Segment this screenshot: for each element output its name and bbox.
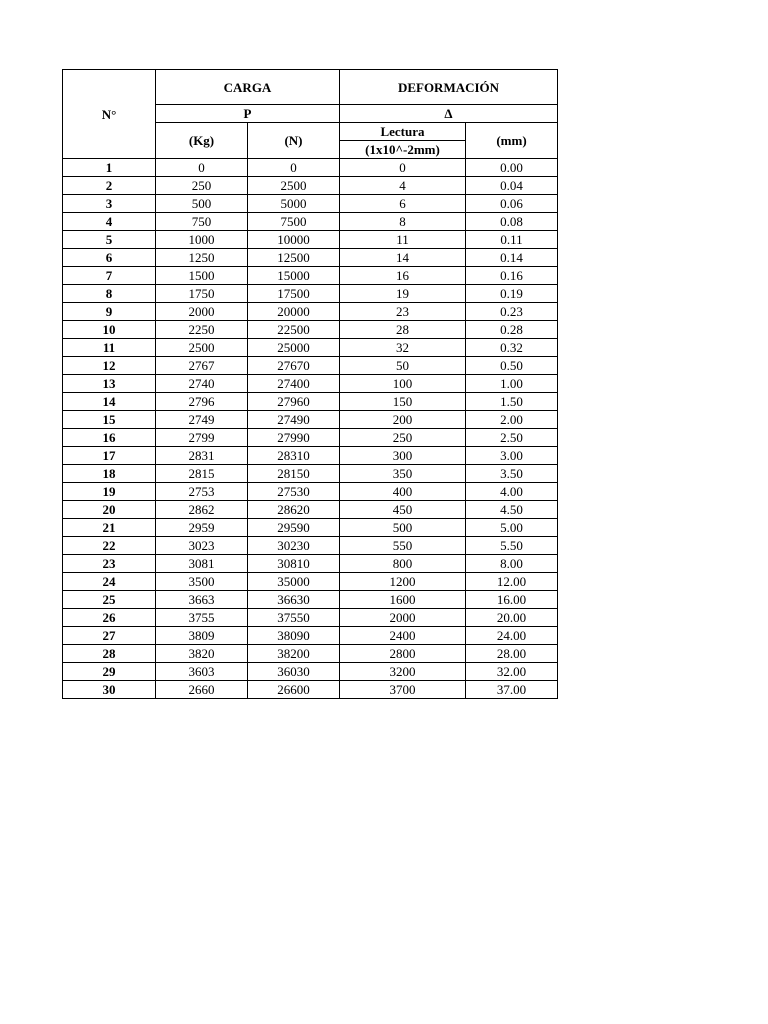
cell-number: 12 — [63, 357, 156, 375]
cell-load-newton: 28620 — [248, 501, 340, 519]
cell-load-newton: 26600 — [248, 681, 340, 699]
cell-load-newton: 25000 — [248, 339, 340, 357]
cell-deformation-mm: 32.00 — [466, 663, 558, 681]
cell-load-newton: 38090 — [248, 627, 340, 645]
cell-load-kg: 3603 — [156, 663, 248, 681]
table-row — [63, 663, 558, 681]
header-mm: (mm) — [466, 123, 558, 159]
table-row — [63, 555, 558, 573]
cell-deformation-mm: 3.00 — [466, 447, 558, 465]
cell-deformation-mm: 5.00 — [466, 519, 558, 537]
cell-number: 25 — [63, 591, 156, 609]
table-row — [63, 357, 558, 375]
cell-load-newton: 28310 — [248, 447, 340, 465]
cell-deformation-mm: 20.00 — [466, 609, 558, 627]
cell-load-newton: 27990 — [248, 429, 340, 447]
cell-deformation-mm: 0.11 — [466, 231, 558, 249]
cell-load-newton: 17500 — [248, 285, 340, 303]
cell-number: 24 — [63, 573, 156, 591]
cell-lectura: 100 — [340, 375, 466, 393]
cell-load-newton: 30230 — [248, 537, 340, 555]
table-row — [63, 411, 558, 429]
cell-load-newton: 27530 — [248, 483, 340, 501]
cell-load-kg: 3820 — [156, 645, 248, 663]
table-row — [63, 447, 558, 465]
cell-lectura: 300 — [340, 447, 466, 465]
cell-load-kg: 750 — [156, 213, 248, 231]
cell-lectura: 50 — [340, 357, 466, 375]
cell-load-kg: 2796 — [156, 393, 248, 411]
cell-number: 26 — [63, 609, 156, 627]
cell-number: 11 — [63, 339, 156, 357]
header-row-groups — [63, 70, 558, 105]
table-row — [63, 213, 558, 231]
cell-lectura: 0 — [340, 159, 466, 177]
cell-load-kg: 3663 — [156, 591, 248, 609]
cell-load-kg: 3081 — [156, 555, 248, 573]
cell-load-newton: 5000 — [248, 195, 340, 213]
cell-number: 4 — [63, 213, 156, 231]
cell-number: 9 — [63, 303, 156, 321]
header-lectura-unit: (1x10^-2mm) — [340, 141, 466, 159]
cell-deformation-mm: 3.50 — [466, 465, 558, 483]
cell-load-kg: 2740 — [156, 375, 248, 393]
cell-deformation-mm: 1.50 — [466, 393, 558, 411]
cell-load-newton: 27490 — [248, 411, 340, 429]
cell-load-kg: 2831 — [156, 447, 248, 465]
table-row — [63, 465, 558, 483]
cell-deformation-mm: 16.00 — [466, 591, 558, 609]
cell-load-newton: 27400 — [248, 375, 340, 393]
table-row — [63, 591, 558, 609]
cell-number: 1 — [63, 159, 156, 177]
cell-lectura: 450 — [340, 501, 466, 519]
cell-number: 28 — [63, 645, 156, 663]
cell-load-newton: 30810 — [248, 555, 340, 573]
table-row — [63, 339, 558, 357]
cell-lectura: 4 — [340, 177, 466, 195]
cell-deformation-mm: 2.50 — [466, 429, 558, 447]
cell-lectura: 500 — [340, 519, 466, 537]
header-kg: (Kg) — [156, 123, 248, 159]
table-row — [63, 429, 558, 447]
cell-number: 6 — [63, 249, 156, 267]
cell-lectura: 16 — [340, 267, 466, 285]
cell-load-kg: 2799 — [156, 429, 248, 447]
cell-number: 10 — [63, 321, 156, 339]
table-row — [63, 375, 558, 393]
cell-number: 13 — [63, 375, 156, 393]
cell-lectura: 2800 — [340, 645, 466, 663]
table-row — [63, 321, 558, 339]
cell-load-kg: 1500 — [156, 267, 248, 285]
cell-load-kg: 2660 — [156, 681, 248, 699]
table-row — [63, 573, 558, 591]
cell-deformation-mm: 28.00 — [466, 645, 558, 663]
cell-load-kg: 1250 — [156, 249, 248, 267]
cell-lectura: 28 — [340, 321, 466, 339]
header-carga: CARGA — [156, 70, 340, 105]
table-row — [63, 483, 558, 501]
cell-load-newton: 15000 — [248, 267, 340, 285]
cell-number: 23 — [63, 555, 156, 573]
cell-deformation-mm: 24.00 — [466, 627, 558, 645]
cell-load-kg: 2000 — [156, 303, 248, 321]
cell-lectura: 8 — [340, 213, 466, 231]
table-row — [63, 177, 558, 195]
cell-number: 16 — [63, 429, 156, 447]
cell-number: 3 — [63, 195, 156, 213]
table-row — [63, 681, 558, 699]
cell-load-newton: 20000 — [248, 303, 340, 321]
cell-load-kg: 0 — [156, 159, 248, 177]
cell-number: 21 — [63, 519, 156, 537]
cell-number: 19 — [63, 483, 156, 501]
cell-load-kg: 3500 — [156, 573, 248, 591]
cell-lectura: 3200 — [340, 663, 466, 681]
cell-deformation-mm: 0.08 — [466, 213, 558, 231]
cell-load-kg: 500 — [156, 195, 248, 213]
cell-load-newton: 36030 — [248, 663, 340, 681]
cell-lectura: 19 — [340, 285, 466, 303]
cell-lectura: 1200 — [340, 573, 466, 591]
cell-load-newton: 0 — [248, 159, 340, 177]
cell-deformation-mm: 0.19 — [466, 285, 558, 303]
cell-load-newton: 27960 — [248, 393, 340, 411]
cell-load-newton: 29590 — [248, 519, 340, 537]
cell-load-newton: 37550 — [248, 609, 340, 627]
cell-load-kg: 2753 — [156, 483, 248, 501]
cell-deformation-mm: 0.16 — [466, 267, 558, 285]
header-deformacion: DEFORMACIÓN — [340, 70, 558, 105]
cell-lectura: 2400 — [340, 627, 466, 645]
table-row — [63, 249, 558, 267]
table-row — [63, 645, 558, 663]
cell-deformation-mm: 4.50 — [466, 501, 558, 519]
cell-deformation-mm: 0.23 — [466, 303, 558, 321]
cell-number: 2 — [63, 177, 156, 195]
cell-load-kg: 3023 — [156, 537, 248, 555]
cell-load-kg: 1750 — [156, 285, 248, 303]
header-delta: Δ — [340, 105, 558, 123]
header-newton: (N) — [248, 123, 340, 159]
cell-deformation-mm: 0.50 — [466, 357, 558, 375]
cell-load-newton: 12500 — [248, 249, 340, 267]
cell-lectura: 23 — [340, 303, 466, 321]
cell-deformation-mm: 4.00 — [466, 483, 558, 501]
cell-deformation-mm: 5.50 — [466, 537, 558, 555]
cell-lectura: 200 — [340, 411, 466, 429]
cell-lectura: 2000 — [340, 609, 466, 627]
cell-deformation-mm: 0.06 — [466, 195, 558, 213]
cell-load-newton: 2500 — [248, 177, 340, 195]
cell-number: 27 — [63, 627, 156, 645]
cell-number: 30 — [63, 681, 156, 699]
cell-number: 29 — [63, 663, 156, 681]
table-row — [63, 285, 558, 303]
cell-deformation-mm: 37.00 — [466, 681, 558, 699]
cell-load-kg: 2767 — [156, 357, 248, 375]
cell-lectura: 800 — [340, 555, 466, 573]
table-row — [63, 609, 558, 627]
cell-load-kg: 2500 — [156, 339, 248, 357]
header-p: P — [156, 105, 340, 123]
table-body — [63, 159, 558, 699]
cell-deformation-mm: 0.14 — [466, 249, 558, 267]
cell-lectura: 150 — [340, 393, 466, 411]
header-number: N° — [63, 70, 156, 159]
table-row — [63, 231, 558, 249]
load-deformation-table — [62, 69, 558, 699]
header-lectura: Lectura — [340, 123, 466, 141]
cell-load-kg: 1000 — [156, 231, 248, 249]
cell-lectura: 1600 — [340, 591, 466, 609]
cell-load-newton: 36630 — [248, 591, 340, 609]
cell-number: 18 — [63, 465, 156, 483]
table-row — [63, 627, 558, 645]
table-row — [63, 195, 558, 213]
cell-deformation-mm: 0.32 — [466, 339, 558, 357]
cell-lectura: 14 — [340, 249, 466, 267]
cell-load-kg: 2250 — [156, 321, 248, 339]
table-row — [63, 393, 558, 411]
table-row — [63, 303, 558, 321]
cell-deformation-mm: 12.00 — [466, 573, 558, 591]
table-row — [63, 267, 558, 285]
cell-load-kg: 3755 — [156, 609, 248, 627]
cell-deformation-mm: 0.00 — [466, 159, 558, 177]
cell-number: 14 — [63, 393, 156, 411]
cell-load-newton: 35000 — [248, 573, 340, 591]
table-row — [63, 159, 558, 177]
cell-load-kg: 2749 — [156, 411, 248, 429]
cell-number: 7 — [63, 267, 156, 285]
cell-number: 22 — [63, 537, 156, 555]
cell-load-newton: 38200 — [248, 645, 340, 663]
cell-load-newton: 22500 — [248, 321, 340, 339]
cell-deformation-mm: 2.00 — [466, 411, 558, 429]
cell-deformation-mm: 0.28 — [466, 321, 558, 339]
cell-load-kg: 3809 — [156, 627, 248, 645]
cell-lectura: 350 — [340, 465, 466, 483]
cell-lectura: 3700 — [340, 681, 466, 699]
cell-number: 15 — [63, 411, 156, 429]
cell-lectura: 6 — [340, 195, 466, 213]
cell-lectura: 400 — [340, 483, 466, 501]
cell-load-kg: 2862 — [156, 501, 248, 519]
cell-number: 20 — [63, 501, 156, 519]
cell-deformation-mm: 1.00 — [466, 375, 558, 393]
cell-deformation-mm: 8.00 — [466, 555, 558, 573]
table-row — [63, 519, 558, 537]
cell-load-kg: 2959 — [156, 519, 248, 537]
cell-number: 17 — [63, 447, 156, 465]
cell-load-kg: 250 — [156, 177, 248, 195]
cell-load-newton: 27670 — [248, 357, 340, 375]
cell-load-kg: 2815 — [156, 465, 248, 483]
cell-number: 5 — [63, 231, 156, 249]
cell-load-newton: 7500 — [248, 213, 340, 231]
cell-lectura: 32 — [340, 339, 466, 357]
cell-load-newton: 28150 — [248, 465, 340, 483]
cell-lectura: 550 — [340, 537, 466, 555]
cell-lectura: 11 — [340, 231, 466, 249]
cell-deformation-mm: 0.04 — [466, 177, 558, 195]
table-row — [63, 501, 558, 519]
table-header — [63, 70, 558, 159]
cell-lectura: 250 — [340, 429, 466, 447]
cell-load-newton: 10000 — [248, 231, 340, 249]
table-row — [63, 537, 558, 555]
cell-number: 8 — [63, 285, 156, 303]
